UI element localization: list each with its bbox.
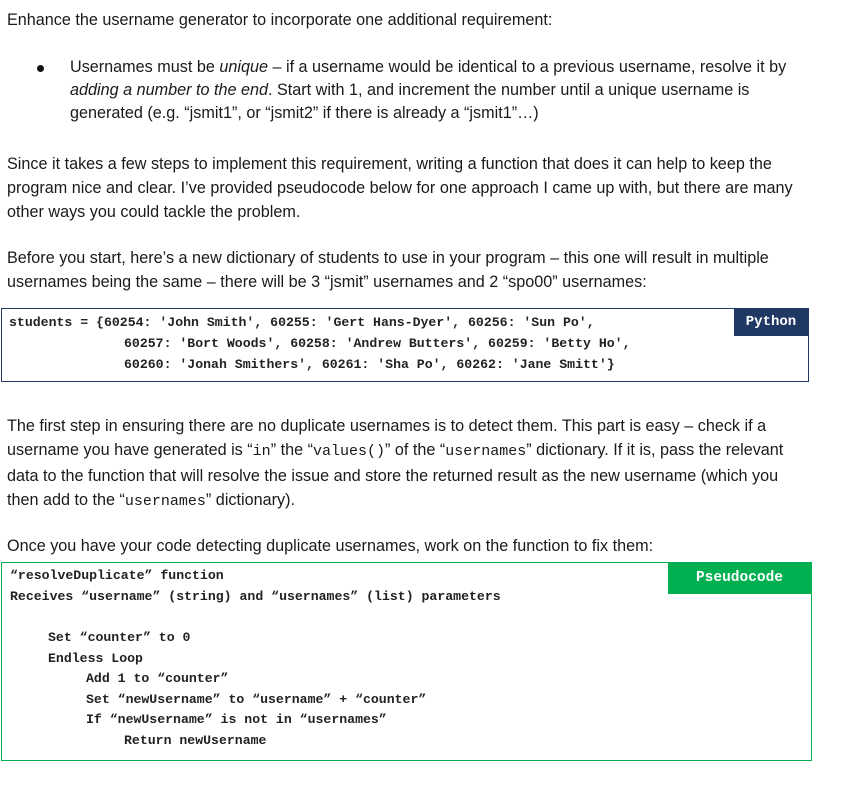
code-line: students = {60254: 'John Smith', 60255: 'Gert Hans-Dyer', 60256: 'Sun Po', bbox=[9, 315, 595, 330]
pseudocode-line: Add 1 to “counter” bbox=[86, 671, 229, 686]
dictionary-intro-paragraph: Before you start, here’s a new dictionary of students to use in your program – this one will result in multiple usernames being the same – there will be 3 “jsmit” usernames and 2 “spo00” usernames: bbox=[7, 249, 769, 291]
pseudocode-line: “resolveDuplicate” function bbox=[10, 568, 224, 583]
pseudocode-line: If “newUsername” is not in “usernames” bbox=[86, 712, 387, 727]
python-label: Python bbox=[734, 309, 808, 336]
pseudocode-line: Return newUsername bbox=[124, 733, 267, 748]
requirement-text: Usernames must be unique – if a username would be identical to a previous username, resolve it by adding a number to the end. Start with 1, and increment the number until a unique username is generated (e.g. “jsmit1”, or “jsmit2” if there is already a “jsmit1”…) bbox=[70, 58, 787, 122]
python-code-block bbox=[1, 308, 809, 382]
code-line: 60260: 'Jonah Smithers', 60261: 'Sha Po', 60262: 'Jane Smitt'} bbox=[124, 357, 615, 372]
detect-duplicates-paragraph: The first step in ensuring there are no duplicate usernames is to detect them. This part is easy – check if a username you have generated is “in” the “values()” of the “usernames” dictionary. If it is, pass the relevant data to the function that will resolve the issue and store the returned result as the new username (which you then add to the “usernames” dictionary). bbox=[7, 417, 784, 510]
pseudocode-label: Pseudocode bbox=[668, 563, 811, 594]
intro-text: Enhance the username generator to incorporate one additional requirement: bbox=[7, 11, 553, 29]
pseudocode-line: Receives “username” (string) and “usernames” (list) parameters bbox=[10, 589, 501, 604]
implementation-paragraph: Since it takes a few steps to implement this requirement, writing a function that does it can help to keep the program nice and clear. I’ve provided pseudocode below for one approach I came up with, but there are many other ways you could tackle the problem. bbox=[7, 155, 793, 221]
fix-function-intro: Once you have your code detecting duplicate usernames, work on the function to fix them: bbox=[7, 537, 654, 555]
pseudocode-line: Endless Loop bbox=[48, 651, 143, 666]
pseudocode-line: Set “newUsername” to “username” + “counter” bbox=[86, 692, 427, 707]
pseudocode-line: Set “counter” to 0 bbox=[48, 630, 191, 645]
pseudocode-block bbox=[1, 562, 812, 761]
bullet-icon bbox=[37, 65, 44, 72]
code-line: 60257: 'Bort Woods', 60258: 'Andrew Butters', 60259: 'Betty Ho', bbox=[124, 336, 631, 351]
